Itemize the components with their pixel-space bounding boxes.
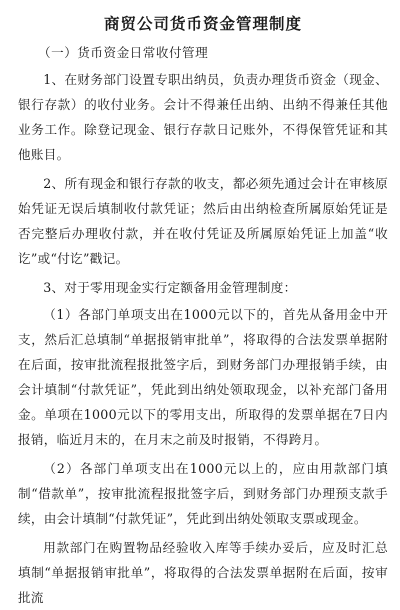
paragraph-3: 3、对于零用现金实行定额备用金管理制度： xyxy=(43,280,297,295)
section-heading: （一）货币资金日常收付管理 xyxy=(38,45,209,60)
document-title: 商贸公司货币资金管理制度 xyxy=(103,14,302,33)
paragraph-5: （2）各部门单项支出在1000元以上的，应由用款部门填制“借款单”，按审批流程报批签字后，到财务部门办理预支款手续，由会计填制“付款凭证”，凭此到出纳处领取支票或现金。 xyxy=(18,461,388,526)
paragraph-1: 1、在财务部门设置专职出纳员，负责办理货币资金（现金、银行存款）的收付业务。会计不得兼任出纳、出纳不得兼任其他业务工作。除登记现金、银行存款日记账外，不得保管凭证和其他账目。 xyxy=(18,72,388,162)
paragraph-2: 2、所有现金和银行存款的收支，都必须先通过会计在审核原始凭证无误后填制收付款凭证；然后由出纳检查所属原始凭证是否完整后办理收付款，并在收付凭证及所属原始凭证上加盖“收讫”或“付讫”戳记。 xyxy=(18,176,388,266)
paragraph-4: （1）各部门单项支出在1000元以下的，首先从备用金中开支，然后汇总填制“单据报销审批单”，将取得的合法发票单据附在后面，按审批流程报批签字后，到财务部门办理报销手续，由会计填制“付款凭证”，凭此到出纳处领取现金，以补充部门备用金。单项在1000元以下的零用支出，所取得的发票单据在7日内报销，临近月末的，在月末之前及时报销，不得跨月。 xyxy=(18,307,388,447)
paragraph-6: 用款部门在购置物品经验收入库等手续办妥后，应及时汇总填制“单据报销审批单”，将取得的合法发票单据附在后面，按审批流 xyxy=(18,540,388,605)
